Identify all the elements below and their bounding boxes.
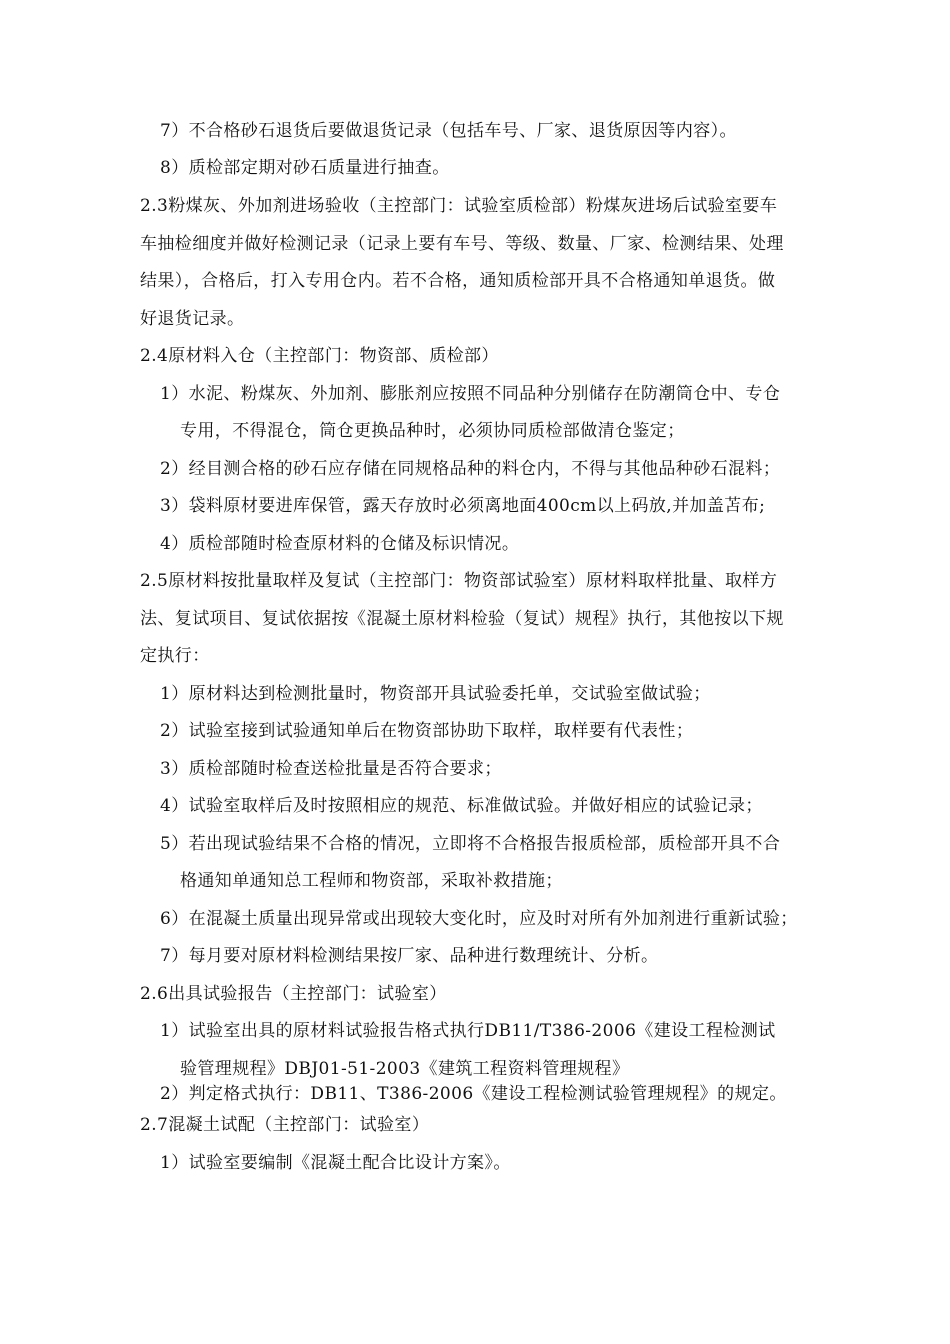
text-line: 好退货记录。 bbox=[140, 309, 245, 329]
text-line: 1）水泥、粉煤灰、外加剂、膨胀剂应按照不同品种分别储存在防潮筒仓中、专仓 bbox=[160, 384, 781, 404]
text-line: 格通知单通知总工程师和物资部，采取补救措施； bbox=[180, 871, 563, 891]
section-heading-2-6: 2.6出具试验报告（主控部门：试验室） bbox=[140, 984, 447, 1004]
text-line: 结果），合格后，打入专用仓内。若不合格，通知质检部开具不合格通知单退货。做 bbox=[140, 271, 776, 291]
text-line: 5）若出现试验结果不合格的情况，立即将不合格报告报质检部，质检部开具不合 bbox=[160, 834, 781, 854]
text-line: 4）试验室取样后及时按照相应的规范、标准做试验。并做好相应的试验记录； bbox=[160, 796, 763, 816]
section-heading-2-7: 2.7混凝土试配（主控部门：试验室） bbox=[140, 1115, 430, 1135]
text-line: 验管理规程》DBJ01-51-2003《建筑工程资料管理规程》 bbox=[180, 1059, 630, 1079]
text-line: 4）质检部随时检查原材料的仓储及标识情况。 bbox=[160, 534, 520, 554]
text-line: 1）试验室要编制《混凝土配合比设计方案》。 bbox=[160, 1153, 511, 1173]
text-line: 2）经目测合格的砂石应存储在同规格品种的料仓内，不得与其他品种砂石混料； bbox=[160, 459, 781, 479]
text-line: 7）每月要对原材料检测结果按厂家、品种进行数理统计、分析。 bbox=[160, 946, 659, 966]
text-line: 1）试验室出具的原材料试验报告格式执行DB11/T386-2006《建设工程检测试 bbox=[160, 1021, 776, 1041]
section-heading-2-3: 2.3粉煤灰、外加剂进场验收（主控部门：试验室质检部）粉煤灰进场后试验室要车 bbox=[140, 196, 778, 216]
text-line: 2）试验室接到试验通知单后在物资部协助下取样，取样要有代表性； bbox=[160, 721, 694, 741]
section-heading-2-5: 2.5原材料按批量取样及复试（主控部门：物资部试验室）原材料取样批量、取样方 bbox=[140, 571, 778, 591]
text-line: 车抽检细度并做好检测记录（记录上要有车号、等级、数量、厂家、检测结果、处理 bbox=[140, 234, 784, 254]
text-line: 8）质检部定期对砂石质量进行抽查。 bbox=[160, 158, 450, 178]
text-line: 3）袋料原材要进库保管，露天存放时必须离地面400cm以上码放,并加盖苫布; bbox=[160, 496, 766, 516]
text-line: 2）判定格式执行：DB11、T386-2006《建设工程检测试验管理规程》的规定。 bbox=[160, 1084, 787, 1104]
text-line: 3）质检部随时检查送检批量是否符合要求； bbox=[160, 759, 502, 779]
section-heading-2-4: 2.4原材料入仓（主控部门：物资部、质检部） bbox=[140, 346, 499, 366]
text-line: 6）在混凝土质量出现异常或出现较大变化时，应及时对所有外加剂进行重新试验； bbox=[160, 909, 798, 929]
text-line: 法、复试项目、复试依据按《混凝土原材料检验（复试）规程》执行，其他按以下规 bbox=[140, 609, 784, 629]
text-line: 7）不合格砂石退货后要做退货记录（包括车号、厂家、退货原因等内容）。 bbox=[160, 121, 737, 141]
text-line: 专用，不得混仓，筒仓更换品种时，必须协同质检部做清仓鉴定； bbox=[180, 421, 685, 441]
text-line: 定执行： bbox=[140, 646, 210, 666]
text-line: 1）原材料达到检测批量时，物资部开具试验委托单，交试验室做试验； bbox=[160, 684, 711, 704]
